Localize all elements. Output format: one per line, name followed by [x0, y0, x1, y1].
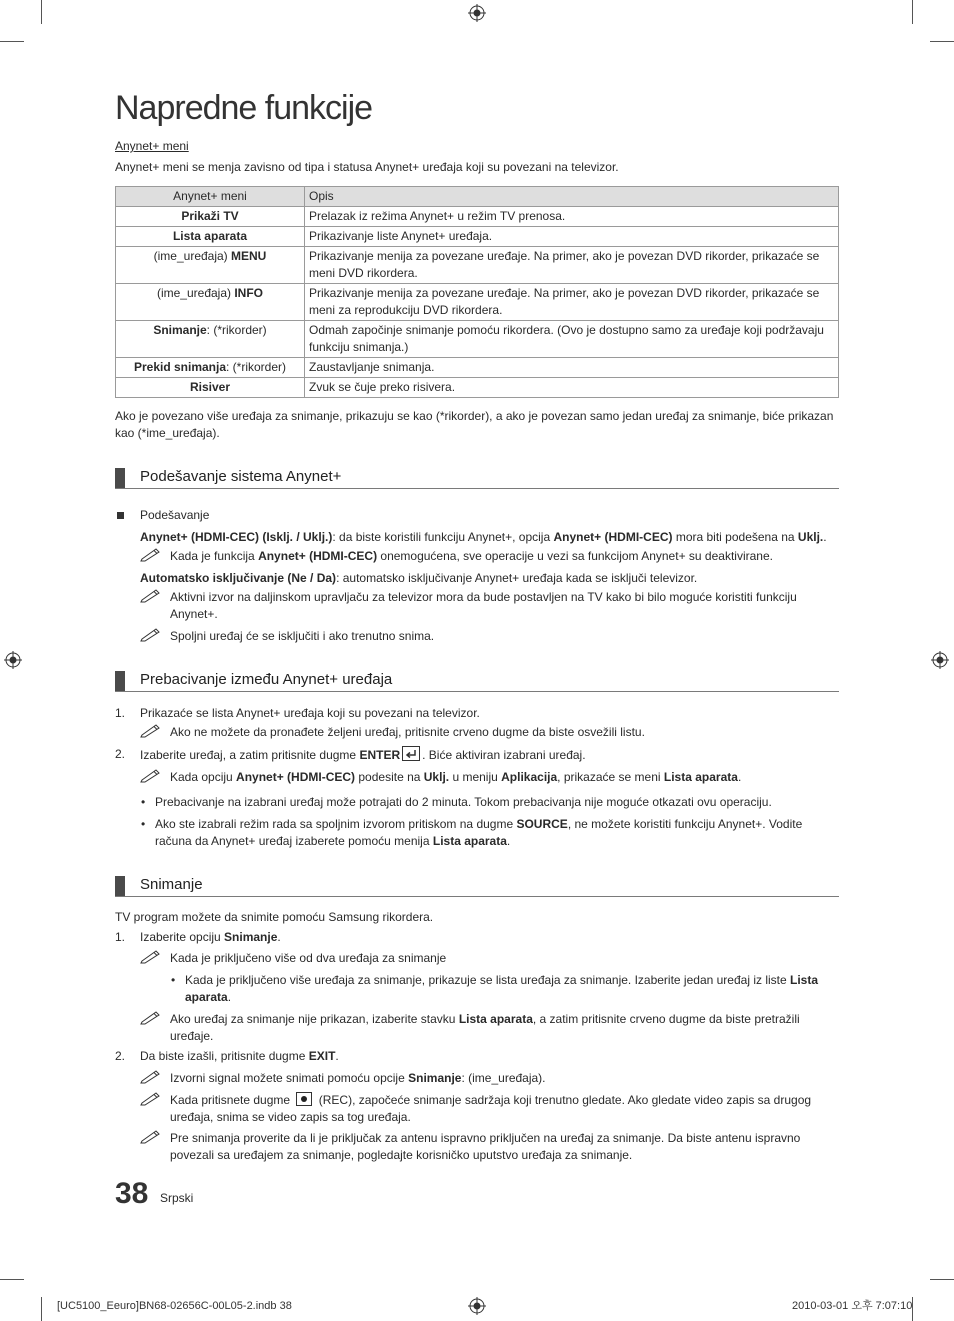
section-intro: TV program možete da snimite pomoću Samsung rikordera. [115, 910, 434, 924]
section-bar [115, 671, 125, 691]
text: Kada je priključeno više od dva uređaja za snimanje [170, 951, 447, 965]
note [115, 950, 839, 967]
text: : da biste koristili funkciju Anynet+, opcija [332, 530, 554, 544]
page-language: Srpski [160, 1191, 194, 1205]
menu-name: INFO [234, 286, 264, 300]
step-number: 2. [115, 1049, 126, 1063]
bold-term: Automatsko isključivanje (Ne / Da) [140, 571, 337, 585]
setting-line [115, 529, 839, 546]
note-pencil-icon [140, 1128, 162, 1144]
numbered-step [115, 929, 839, 946]
table-cell-menu [116, 207, 305, 227]
note [115, 769, 839, 786]
menu-name: Risiver [189, 380, 231, 394]
menu-name: Prekid snimanja [133, 360, 227, 374]
section-title: Podešavanje sistema Anynet+ [140, 468, 342, 485]
text: : automatsko isključivanje Anynet+ uređaja kada se isključi televizor. [336, 571, 698, 585]
table-row [116, 358, 839, 378]
table-cell-description: Prikazivanje menija za povezane uređaje. Na primer, ako je povezan DVD rikorder, prikazaće se meni DVD rikordera. [305, 247, 839, 284]
crop-mark [912, 0, 913, 24]
note-pencil-icon [140, 722, 162, 738]
text: Kada pritisnete dugme [170, 1093, 294, 1107]
section-header-anynet-setup [115, 466, 839, 489]
text: Prebacivanje na izabrani uređaj može potrajati do 2 minuta. Tokom prebacivanja nije moguće otkazati ovu operaciju. [155, 795, 772, 809]
menu-suffix: : (*rikorder) [226, 360, 287, 374]
step-number: 1. [115, 706, 126, 720]
table-row [116, 284, 839, 321]
table-row [116, 321, 839, 358]
table-row [116, 247, 839, 284]
table-row [116, 227, 839, 247]
bold-term: Anynet+ (HDMI-CEC) [236, 770, 356, 784]
crop-mark [930, 41, 954, 42]
square-bullet-icon [117, 512, 124, 519]
note [115, 628, 839, 645]
page-title: Napredne funkcije [115, 89, 373, 127]
note-pencil-icon [140, 948, 162, 964]
registration-mark-icon [4, 651, 22, 669]
text: onemogućena, sve operacije u vezi sa funkcijom Anynet+ su deaktivirane. [377, 549, 773, 563]
text: Prikazaće se lista Anynet+ uređaja koji su povezani na televizor. [140, 706, 480, 720]
note-pencil-icon [140, 767, 162, 783]
text: Izaberite uređaj, a zatim pritisnite dugme [140, 748, 360, 762]
main-content [115, 138, 839, 1164]
square-bullet-label: Podešavanje [140, 508, 210, 522]
table-header-description: Opis [305, 187, 839, 207]
bullet-item [115, 816, 839, 850]
setting-line [115, 570, 839, 587]
print-file-info: [UC5100_Eeuro]BN68-02656C-00L05-2.indb 38 [57, 1300, 292, 1312]
bold-term: EXIT [308, 1049, 336, 1063]
table-cell-description: Prelazak iz režima Anynet+ u režim TV prenosa. [305, 207, 839, 227]
section-header-recording [115, 874, 839, 897]
subheading: Anynet+ meni [115, 139, 189, 153]
text: Izvorni signal možete snimati pomoću opcije [170, 1071, 409, 1085]
bold-term: Anynet+ (HDMI-CEC) [258, 549, 378, 563]
bullet-dot: • [141, 817, 146, 831]
text: . [277, 930, 281, 944]
text: . [335, 1049, 339, 1063]
menu-suffix: : (*rikorder) [206, 323, 267, 337]
note [115, 589, 839, 623]
menu-name: Snimanje [153, 323, 207, 337]
crop-mark [41, 0, 42, 24]
table-header-row [116, 187, 839, 207]
table-cell-menu [116, 358, 305, 378]
crop-mark [41, 1297, 42, 1321]
text: Da biste izašli, pritisnite dugme [140, 1049, 309, 1063]
text: , ne možete koristiti funkciju Anynet+. Vodite računa da Anynet+ uređaj izaberete pomoću menija [155, 817, 803, 848]
crop-mark [930, 1279, 954, 1280]
text: Ako ne možete da pronađete željeni uređaj, pritisnite crveno dugme da biste osvežili listu. [170, 725, 645, 739]
text: . [227, 990, 232, 1004]
numbered-step [115, 705, 839, 722]
bold-term: Uklj. [423, 770, 450, 784]
bold-term: Lista aparata [432, 834, 507, 848]
note-pencil-icon [140, 626, 162, 642]
bold-term: Uklj. [797, 530, 824, 544]
bold-term: Anynet+ (HDMI-CEC) (Isklj. / Uklj.) [140, 530, 333, 544]
anynet-menu-table [115, 186, 839, 398]
text: . [823, 530, 827, 544]
table-row [116, 378, 839, 398]
text: . Biće aktiviran izabrani uređaj. [422, 748, 586, 762]
note-pencil-icon [140, 546, 162, 562]
note [115, 1070, 839, 1087]
note [115, 1092, 839, 1126]
table-cell-menu [116, 284, 305, 321]
text: , a zatim pritisnite crveno dugme da biste pretražili uređaje. [170, 1012, 800, 1043]
table-cell-menu [116, 321, 305, 358]
text: Ako uređaj za snimanje nije prikazan, izaberite stavku [170, 1012, 459, 1026]
table-cell-menu [116, 247, 305, 284]
note [115, 548, 839, 565]
text: Kada je funkcija [170, 549, 259, 563]
bold-term: Aplikacija [501, 770, 558, 784]
note [115, 724, 839, 741]
numbered-step [115, 1048, 839, 1065]
registration-mark-icon [468, 4, 486, 22]
text: mora biti podešena na [672, 530, 798, 544]
section-header-device-switching [115, 669, 839, 692]
bullet-dot: • [171, 973, 176, 987]
section-bar [115, 876, 125, 896]
bold-term: Snimanje [224, 930, 278, 944]
text: : (ime_uređaja). [461, 1071, 546, 1085]
table-cell-description: Prikazivanje menija za povezane uređaje. Na primer, ako je povezan DVD rikorder, prikazaće se meni za reprodukciju DVD rikordera. [305, 284, 839, 321]
bold-term: Lista aparata [185, 973, 819, 1004]
note-pencil-icon [140, 1090, 162, 1106]
section-bar [115, 468, 125, 488]
menu-name: MENU [231, 249, 267, 263]
menu-prefix: (ime_uređaja) [153, 249, 232, 263]
after-table-text: Ako je povezano više uređaja za snimanje, prikazuju se kao (*rikorder), a ako je povezan samo jedan uređaj za snimanje, biće prikazan kao (*ime_uređaja). [115, 409, 834, 440]
table-row [116, 207, 839, 227]
section-title: Prebacivanje između Anynet+ uređaja [140, 671, 393, 688]
note-pencil-icon [140, 587, 162, 603]
text: Kada opciju [170, 770, 237, 784]
registration-mark-icon [931, 651, 949, 669]
menu-name: Prikaži TV [181, 209, 239, 223]
text: . [506, 834, 511, 848]
table-cell-description: Prikazivanje liste Anynet+ uređaja. [305, 227, 839, 247]
note [115, 1130, 839, 1164]
menu-prefix: (ime_uređaja) [156, 286, 235, 300]
text: , prikazaće se meni [557, 770, 664, 784]
square-bullet-item [115, 507, 839, 524]
note-pencil-icon [140, 1009, 162, 1025]
intro-text: Anynet+ meni se menja zavisno od tipa i statusa Anynet+ uređaja koji su povezani na televizor. [115, 160, 619, 174]
bold-term: Lista aparata [663, 770, 738, 784]
registration-mark-icon [468, 1297, 486, 1315]
text: (REC), započeće snimanje sadržaja koji trenutno gledate. Ako gledate video zapis sa drugog uređaja, snima se video zapis sa tog uređaja. [170, 1093, 812, 1124]
text: Kada je priključeno više uređaja za snimanje, prikazuje se lista uređaja za snimanje. Izaberite jedan uređaj iz liste [185, 973, 790, 987]
text: podesite na [355, 770, 424, 784]
table-cell-description: Odmah započinje snimanje pomoću rikordera. (Ovo je dostupno samo za uređaje koji podržavaju funkciju snimanja.) [305, 321, 839, 358]
table-header-menu: Anynet+ meni [116, 187, 305, 207]
bullet-item [115, 794, 839, 811]
bullet-dot: • [141, 795, 146, 809]
text: Izaberite opciju [140, 930, 225, 944]
section-title: Snimanje [140, 876, 203, 893]
text: . [737, 770, 742, 784]
menu-name: Lista aparata [172, 229, 248, 243]
table-cell-description: Zvuk se čuje preko risivera. [305, 378, 839, 398]
text: Ako ste izabrali režim rada sa spoljnim izvorom pritiskom na dugme [155, 817, 517, 831]
table-cell-menu [116, 227, 305, 247]
bold-term: Lista aparata [458, 1012, 533, 1026]
table-cell-description: Zaustavljanje snimanja. [305, 358, 839, 378]
page-number: 38 [115, 1177, 149, 1210]
table-cell-menu [116, 378, 305, 398]
bold-term: Anynet+ (HDMI-CEC) [553, 530, 673, 544]
note [115, 1011, 839, 1045]
step-number: 1. [115, 930, 126, 944]
record-button-icon [296, 1092, 312, 1106]
text: u meniju [449, 770, 502, 784]
enter-key-icon [402, 746, 420, 761]
crop-mark [0, 41, 24, 42]
note-pencil-icon [140, 1068, 162, 1084]
crop-mark [0, 1279, 24, 1280]
bold-term: SOURCE [516, 817, 568, 831]
bold-term: Snimanje [408, 1071, 462, 1085]
numbered-step [115, 746, 839, 764]
sub-bullet-item [115, 972, 839, 1006]
bold-term: ENTER [359, 748, 401, 762]
print-date-info: 2010-03-01 오후 7:07:10 [792, 1300, 913, 1312]
step-number: 2. [115, 747, 126, 761]
text: Spoljni uređaj će se isključiti i ako trenutno snima. [170, 629, 435, 643]
text: Aktivni izvor na daljinskom upravljaču za televizor mora da bude postavljen na TV kako bi bilo moguće koristiti funkciju Anynet+. [170, 590, 797, 621]
text: Pre snimanja proverite da li je priključak za antenu ispravno priključen na uređaj za snimanje. Da biste antenu ispravno povezali sa uređajem za snimanje, pogledajte korisničko uputstvo uređaja za snimanje. [170, 1131, 801, 1162]
